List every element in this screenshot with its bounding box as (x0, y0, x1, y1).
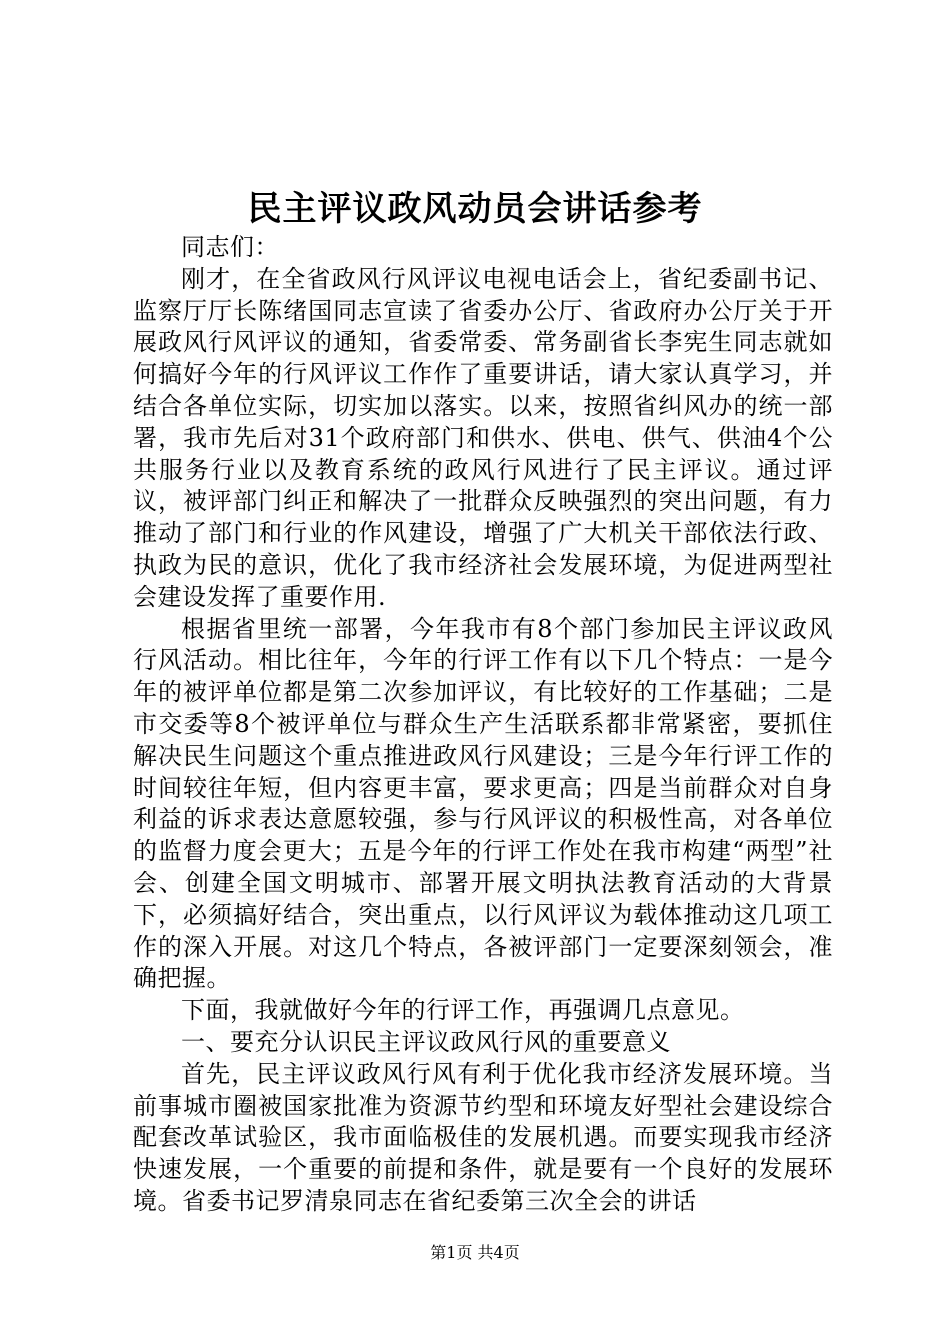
document-title: 民主评议政风动员会讲话参考 (247, 189, 703, 229)
document-body (133, 232, 833, 1218)
paragraph-1: 刚才，在全省政风行风评议电视电话会上，省纪委副书记、监察厅厅长陈绪国同志宣读了省委办公厅、省政府办公厅关于开展政风行风评议的通知，省委常委、常务副省长李宪生同志就如何搞好今年的行风评议工作作了重要讲话，请大家认真学习，并结合各单位实际，切实加以落实。以来，按照省纠风办的统一部署，我市先后对31个政府部门和供水、供电、供气、供油4个公共服务行业以及教育系统的政风行风进行了民主评议。通过评议，被评部门纠正和解决了一批群众反映强烈的突出问题，有力推动了部门和行业的作风建设，增强了广大机关干部依法行政、执政为民的意识，优化了我市经济社会发展环境，为促进两型社会建设发挥了重要作用. (133, 264, 833, 611)
paragraph-4: 首先，民主评议政风行风有利于优化我市经济发展环境。当前事城市圈被国家批准为资源节约型和环境友好型社会建设综合配套改革试验区，我市面临极佳的发展机遇。而要实现我市经济快速发展，一个重要的前提和条件，就是要有一个良好的发展环境。省委书记罗清泉同志在省纪委第三次全会的讲话 (133, 1059, 833, 1215)
paragraph-3: 下面，我就做好今年的行评工作，再强调几点意见。 (181, 996, 745, 1025)
section-heading-1: 一、要充分认识民主评议政风行风的重要意义 (181, 1027, 671, 1056)
paragraph-salutation: 同志们： (181, 233, 279, 261)
paragraph-2: 根据省里统一部署，今年我市有8个部门参加民主评议政风行风活动。相比往年，今年的行评工作有以下几个特点：一是今年的被评单位都是第二次参加评议，有比较好的工作基础；二是市交委等8个被评单位与群众生产生活联系都非常紧密，要抓住解决民生问题这个重点推进政风行风建设；三是今年行评工作的时间较往年短，但内容更丰富，要求更高；四是当前群众对自身利益的诉求表达意愿较强，参与行风评议的积极性高，对各单位的监督力度会更大；五是今年的行评工作处在我市构建“两型”社会、创建全国文明城市、部署开展文明执法教育活动的大背景下，必须搞好结合，突出重点，以行风评议为载体推动这几项工作的深入开展。对这几个特点，各被评部门一定要深刻领会，准确把握。 (133, 614, 833, 993)
page-number-footer: 第1页 共4页 (430, 1243, 520, 1262)
